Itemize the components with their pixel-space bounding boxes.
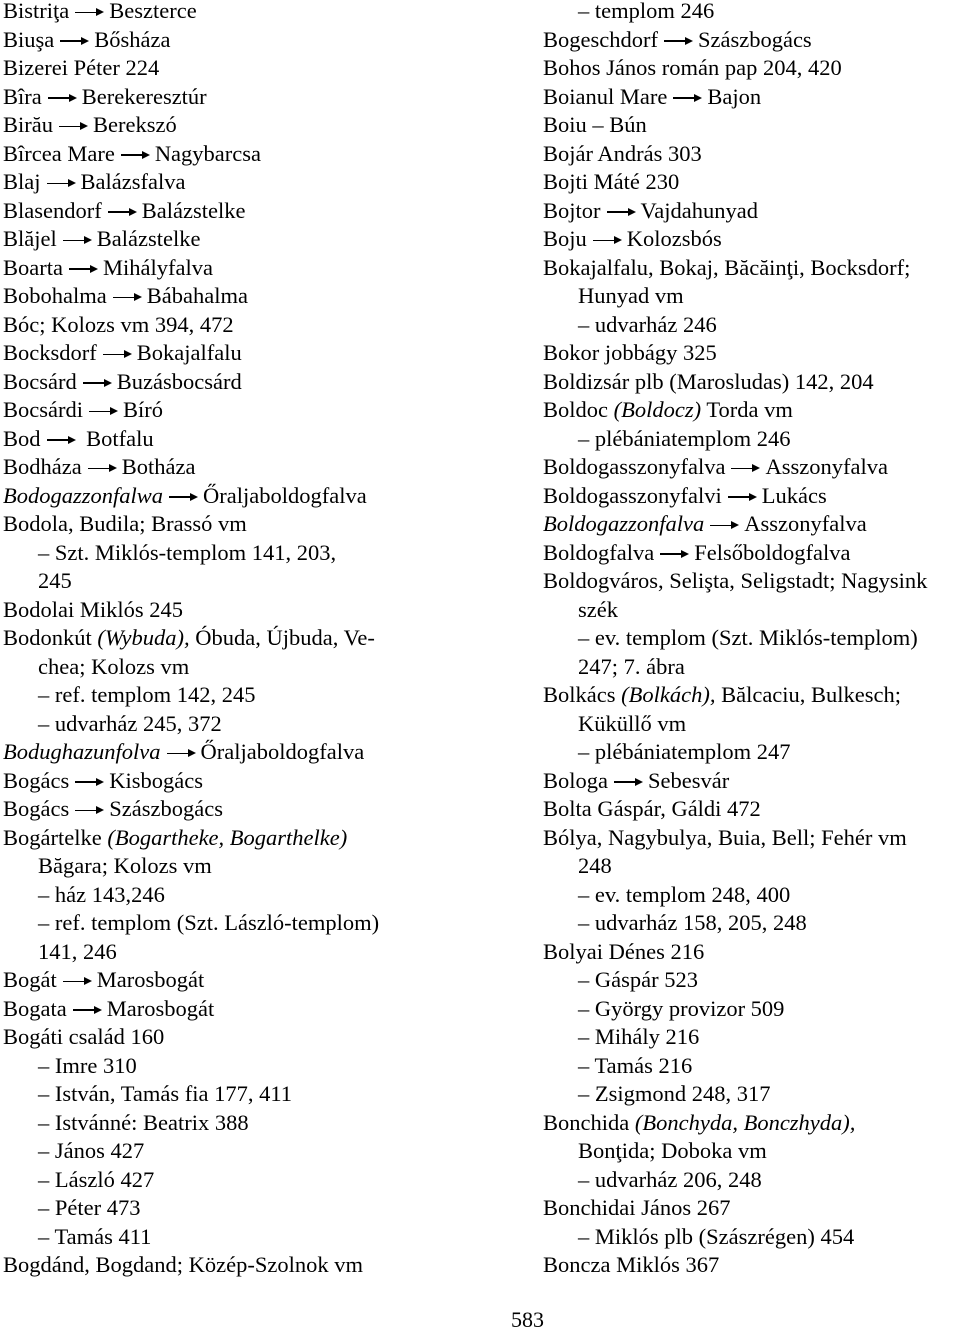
entry-text: – Szt. Miklós-templom 141, 203,	[38, 539, 337, 565]
entry-text: Bíró	[122, 397, 163, 422]
entry-text: – Péter 473	[38, 1195, 141, 1220]
left-index-entry	[3, 653, 531, 682]
left-index-entry	[3, 396, 531, 425]
entry-text: Vajdahunyad	[640, 197, 758, 223]
entry-text: Küküllő vm	[578, 710, 687, 736]
right-index-entry	[543, 1080, 960, 1109]
entry-text: Bonchida	[543, 1109, 635, 1135]
right-index-entry	[543, 111, 960, 140]
entry-text: Blaj	[3, 169, 41, 194]
arrow-right-icon	[57, 234, 97, 248]
entry-text: Bokajalfalu, Bokaj, Băcăinţi, Bocksdorf;	[543, 254, 911, 280]
right-index-entry	[543, 1109, 960, 1138]
entry-text: Boiu – Bún	[543, 112, 647, 137]
entry-text: – ev. templom 248, 400	[578, 881, 791, 907]
entry-text: Bizerei Péter 224	[3, 55, 160, 80]
arrow-right-icon	[163, 490, 203, 504]
left-index-entry	[3, 881, 531, 910]
right-index-entry	[543, 168, 960, 197]
right-index-entry	[543, 653, 960, 682]
arrow-right-icon	[601, 205, 641, 219]
entry-variant-text: (Bolkách),	[621, 682, 716, 707]
entry-text: – Istvánné: Beatrix 388	[38, 1109, 249, 1135]
left-index-entry	[3, 852, 531, 881]
entry-text: Bologa	[543, 767, 608, 793]
left-index-entry	[3, 140, 531, 169]
right-index-entry	[543, 681, 960, 710]
entry-text: – plébániatemplom 246	[578, 425, 791, 451]
arrow-right-icon	[608, 775, 648, 789]
arrow-right-icon	[658, 34, 698, 48]
entry-text: 245	[38, 568, 72, 593]
left-index-entry	[3, 510, 531, 539]
entry-text: Bîra	[3, 83, 42, 109]
entry-text: 141, 246	[38, 938, 117, 964]
entry-text: Bonţida; Doboka vm	[578, 1138, 767, 1163]
arrow-right-icon	[667, 91, 707, 105]
arrow-right-icon	[722, 490, 762, 504]
entry-text: Bocsárd	[3, 368, 77, 394]
entry-text: Balázsfalva	[80, 169, 186, 194]
entry-text: Kisbogács	[109, 767, 203, 793]
entry-text: – Tamás 411	[38, 1223, 152, 1249]
right-index-entry	[543, 1223, 960, 1252]
right-index-entry	[543, 0, 960, 26]
entry-text: chea; Kolozs vm	[38, 653, 190, 679]
left-index-entry	[3, 1052, 531, 1081]
arrow-right-icon	[654, 547, 694, 561]
entry-text: Kolozsbós	[626, 226, 722, 251]
entry-text: Bogeschdorf	[543, 26, 658, 52]
entry-text: – Zsigmond 248, 317	[578, 1081, 771, 1106]
entry-text: Bodonkút	[3, 625, 98, 650]
entry-variant-text: Boldogazzonfalva	[543, 511, 705, 536]
left-index-entry	[3, 197, 531, 226]
entry-text: Boju	[543, 226, 587, 251]
left-index-entry	[3, 1223, 531, 1252]
entry-text: Boldoc	[543, 397, 614, 422]
entry-text: – János 427	[38, 1138, 145, 1163]
right-index-entry	[543, 425, 960, 454]
entry-text: Balázstelke	[141, 197, 246, 223]
entry-text: Bodolai Miklós 245	[3, 596, 184, 622]
right-index-entry	[543, 767, 960, 796]
left-index-entry	[3, 681, 531, 710]
entry-text: Bolyai Dénes 216	[543, 938, 705, 964]
arrow-right-icon	[115, 148, 155, 162]
entry-text: – udvarház 245, 372	[38, 710, 222, 736]
index-column-left	[3, 0, 531, 1280]
right-index-entry	[543, 254, 960, 283]
entry-text: Őraljaboldogfalva	[203, 482, 367, 508]
right-index-entry	[543, 282, 960, 311]
entry-text: Bolkács	[543, 682, 622, 707]
left-index-entry	[3, 938, 531, 967]
page-number: 583	[511, 1307, 544, 1332]
left-index-entry	[3, 567, 531, 596]
right-index-entry	[543, 482, 960, 511]
left-index-entry	[3, 1109, 531, 1138]
entry-text: – ev. templom (Szt. Miklós-templom)	[578, 625, 918, 650]
right-index-entry	[543, 1166, 960, 1195]
entry-variant-text: Bodughazunfolva	[3, 739, 161, 764]
arrow-right-icon	[77, 376, 117, 390]
entry-text: Marosbogát	[96, 967, 205, 992]
right-index-entry	[543, 396, 960, 425]
entry-text: Buzásbocsárd	[116, 368, 242, 394]
entry-text: Biuşa	[3, 26, 55, 52]
entry-text: Bogdánd, Bogdand; Közép-Szolnok vm	[3, 1252, 363, 1277]
entry-text: – Miklós plb (Szászrégen) 454	[578, 1223, 855, 1249]
entry-text: Berekeresztúr	[81, 83, 207, 109]
left-index-entry	[3, 539, 531, 568]
left-index-entry	[3, 624, 531, 653]
entry-text: – Mihály 216	[578, 1024, 700, 1049]
entry-text: Bodháza	[3, 454, 82, 479]
right-index-entry	[543, 881, 960, 910]
entry-text: Boldogváros, Selişta, Seligstadt; Nagysink	[543, 568, 928, 593]
left-index-entry	[3, 225, 531, 254]
left-index-entry	[3, 425, 531, 454]
left-index-entry	[3, 710, 531, 739]
entry-text: Asszonyfalva	[744, 511, 867, 536]
left-index-entry	[3, 339, 531, 368]
left-index-entry	[3, 482, 531, 511]
arrow-right-icon	[69, 775, 109, 789]
index-column-right	[543, 0, 960, 1280]
arrow-right-icon	[161, 747, 201, 761]
left-index-entry	[3, 54, 531, 83]
left-index-entry	[3, 0, 531, 26]
entry-text: – Gáspár 523	[578, 967, 698, 992]
left-index-entry	[3, 1166, 531, 1195]
right-index-entry	[543, 539, 960, 568]
arrow-right-icon	[67, 1003, 107, 1017]
left-index-entry	[3, 824, 531, 853]
entry-text: Bonchidai János 267	[543, 1195, 731, 1220]
entry-text: Bistriţa	[3, 0, 70, 23]
right-index-entry	[543, 795, 960, 824]
entry-text: Bogács	[3, 796, 70, 821]
left-index-entry	[3, 1251, 531, 1280]
left-index-entry	[3, 168, 531, 197]
entry-text: Bodola, Budila; Brassó vm	[3, 511, 247, 536]
entry-text: – plébániatemplom 247	[578, 739, 791, 764]
right-index-entry	[543, 824, 960, 853]
right-index-entry	[543, 83, 960, 112]
entry-text: Băgara; Kolozs vm	[38, 853, 212, 878]
arrow-right-icon	[102, 205, 142, 219]
entry-text: Bogata	[3, 995, 67, 1021]
entry-text: Botfalu	[80, 425, 154, 451]
entry-text: Bîrcea Mare	[3, 140, 115, 166]
entry-text: Bobohalma	[3, 283, 107, 308]
arrow-right-icon	[41, 433, 81, 447]
entry-text: Lukács	[761, 482, 827, 508]
entry-text: Bod	[3, 425, 41, 451]
entry-text: Bojti Máté 230	[543, 169, 680, 194]
entry-text: Felsőboldogfalva	[694, 539, 851, 565]
right-index-entry	[543, 567, 960, 596]
entry-text: Boldogasszonyfalva	[543, 454, 726, 479]
arrow-right-icon	[41, 177, 81, 191]
right-index-entry	[543, 938, 960, 967]
right-index-entry	[543, 1137, 960, 1166]
entry-text: Birău	[3, 112, 53, 137]
entry-text: Boianul Mare	[543, 83, 668, 109]
right-index-entry	[543, 852, 960, 881]
arrow-right-icon	[69, 804, 109, 818]
left-index-entry	[3, 909, 531, 938]
right-index-entry	[543, 1194, 960, 1223]
entry-text: szék	[578, 596, 618, 622]
left-index-entry	[3, 966, 531, 995]
arrow-right-icon	[97, 348, 137, 362]
arrow-right-icon	[42, 91, 82, 105]
entry-text: Óbuda, Újbuda, Ve-	[189, 625, 375, 650]
entry-text: Bokor jobbágy 325	[543, 340, 717, 365]
entry-text: Botháza	[121, 454, 196, 479]
entry-text: – László 427	[38, 1166, 155, 1192]
right-index-entry	[543, 368, 960, 397]
left-index-entry	[3, 767, 531, 796]
entry-variant-text: Bodogazzonfalwa	[3, 482, 164, 508]
entry-text: Blasendorf	[3, 197, 102, 223]
entry-text: Bősháza	[94, 26, 171, 52]
entry-text: Beszterce	[109, 0, 197, 23]
left-index-entry	[3, 1194, 531, 1223]
left-index-entry	[3, 995, 531, 1024]
arrow-right-icon	[69, 6, 109, 20]
entry-text: Boldogfalva	[543, 539, 655, 565]
entry-text: Berekszó	[93, 112, 177, 137]
entry-text: Bojár András 303	[543, 140, 702, 166]
entry-text: Hunyad vm	[578, 283, 684, 308]
entry-text: – ref. templom 142, 245	[38, 682, 256, 707]
entry-text: Bocsárdi	[3, 397, 83, 422]
right-index-entry	[543, 1251, 960, 1280]
entry-text: Bogács	[3, 767, 70, 793]
left-index-entry	[3, 596, 531, 625]
entry-text: Bokajalfalu	[136, 340, 242, 365]
entry-text: Bábahalma	[146, 283, 248, 308]
entry-text: Bogát	[3, 967, 57, 992]
arrow-right-icon	[63, 262, 103, 276]
right-index-entry	[543, 710, 960, 739]
entry-variant-text: (Boldocz)	[613, 397, 702, 422]
entry-text: Bajon	[707, 83, 762, 109]
left-index-entry	[3, 111, 531, 140]
entry-text: – templom 246	[578, 0, 715, 23]
entry-text: Szászbogács	[697, 26, 812, 52]
entry-text: – István, Tamás fia 177, 411	[38, 1081, 293, 1106]
entry-text: – udvarház 158, 205, 248	[578, 910, 807, 935]
arrow-right-icon	[54, 34, 94, 48]
arrow-right-icon	[587, 234, 627, 248]
arrow-right-icon	[704, 519, 744, 533]
right-index-entry	[543, 197, 960, 226]
arrow-right-icon	[83, 405, 123, 419]
entry-text: Szászbogács	[109, 796, 223, 821]
left-index-entry	[3, 254, 531, 283]
entry-text: Őraljaboldogfalva	[200, 739, 365, 764]
entry-text: Torda vm	[701, 397, 793, 422]
entry-text: 247; 7. ábra	[578, 653, 685, 679]
entry-variant-text: (Bonchyda, Bonczhyda),	[634, 1109, 856, 1135]
left-index-entry	[3, 83, 531, 112]
right-index-entry	[543, 1052, 960, 1081]
entry-text: Sebesvár	[648, 767, 730, 793]
entry-text: – György provizor 509	[578, 995, 785, 1021]
entry-text: – ház 143,246	[38, 881, 165, 907]
right-index-entry	[543, 596, 960, 625]
entry-text: Mihályfalva	[102, 254, 213, 280]
entry-text: Bolta Gáspár, Gáldi 472	[543, 796, 761, 821]
right-index-entry	[543, 339, 960, 368]
right-index-entry	[543, 54, 960, 83]
entry-text: Bogártelke	[3, 824, 108, 850]
entry-text: Asszonyfalva	[765, 454, 888, 479]
left-index-entry	[3, 1137, 531, 1166]
right-index-entry	[543, 510, 960, 539]
entry-text: Bóc; Kolozs vm 394, 472	[3, 311, 234, 337]
entry-text: Boncza Miklós 367	[543, 1252, 720, 1277]
arrow-right-icon	[107, 291, 147, 305]
right-index-entry	[543, 738, 960, 767]
entry-text: Bólya, Nagybulya, Buia, Bell; Fehér vm	[543, 824, 907, 850]
entry-text: – Imre 310	[38, 1052, 137, 1078]
entry-text: Bohos János román pap 204, 420	[543, 55, 842, 80]
entry-text: Balázstelke	[96, 226, 201, 251]
entry-variant-text: (Wybuda),	[97, 625, 190, 650]
right-index-entry	[543, 1023, 960, 1052]
right-index-entry	[543, 453, 960, 482]
right-index-entry	[543, 966, 960, 995]
left-index-entry	[3, 311, 531, 340]
entry-text: – udvarház 246	[578, 311, 717, 337]
arrow-right-icon	[725, 462, 765, 476]
entry-text: Bocksdorf	[3, 340, 97, 365]
entry-text: – ref. templom (Szt. László-templom)	[38, 910, 380, 935]
entry-text: – Tamás 216	[578, 1052, 693, 1078]
entry-text: Blăjel	[3, 226, 57, 251]
entry-text: Nagybarcsa	[154, 140, 262, 166]
left-index-entry	[3, 26, 531, 55]
entry-text: Marosbogát	[106, 995, 215, 1021]
right-index-entry	[543, 26, 960, 55]
entry-text: Boldogasszonyfalvi	[543, 482, 722, 508]
right-index-entry	[543, 909, 960, 938]
arrow-right-icon	[82, 462, 122, 476]
entry-text: Boarta	[3, 254, 63, 280]
left-index-entry	[3, 1023, 531, 1052]
entry-text: Bogáti család 160	[3, 1024, 165, 1049]
left-index-entry	[3, 282, 531, 311]
right-index-entry	[543, 225, 960, 254]
entry-variant-text: (Bogartheke, Bogarthelke)	[107, 824, 348, 850]
right-index-entry	[543, 624, 960, 653]
arrow-right-icon	[53, 120, 93, 134]
entry-text: 248	[578, 853, 612, 878]
left-index-entry	[3, 738, 531, 767]
arrow-right-icon	[57, 975, 97, 989]
right-index-entry	[543, 311, 960, 340]
left-index-entry	[3, 1080, 531, 1109]
right-index-entry	[543, 995, 960, 1024]
entry-text: Bojtor	[543, 197, 601, 223]
entry-text: Boldizsár plb (Marosludas) 142, 204	[543, 368, 874, 394]
left-index-entry	[3, 453, 531, 482]
right-index-entry	[543, 140, 960, 169]
left-index-entry	[3, 368, 531, 397]
left-index-entry	[3, 795, 531, 824]
entry-text: Bălcaciu, Bulkesch;	[715, 682, 902, 707]
entry-text: – udvarház 206, 248	[578, 1166, 762, 1192]
